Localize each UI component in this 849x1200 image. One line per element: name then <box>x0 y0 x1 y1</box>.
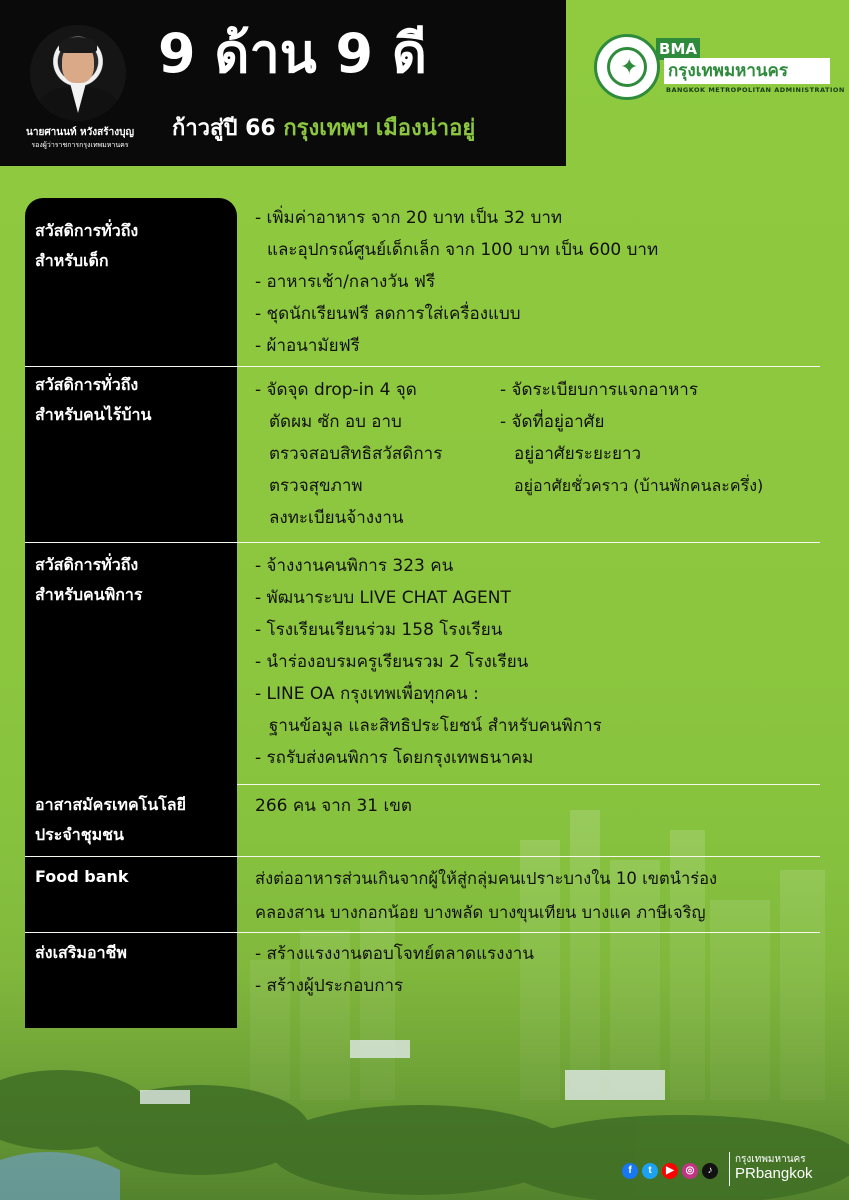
list-item: - จัดที่อยู่อาศัย <box>500 412 605 432</box>
list-item: ตรวจสุขภาพ <box>269 476 363 496</box>
list-item: - ผ้าอนามัยฟรี <box>255 336 360 356</box>
subtitle-accent: กรุงเทพฯ เมืองน่าอยู่ <box>283 116 476 141</box>
list-item: - รถรับส่งคนพิการ โดยกรุงเทพธนาคม <box>255 748 534 768</box>
row-label: สวัสดิการทั่วถึง สำหรับคนไร้บ้าน <box>35 375 152 424</box>
list-item: - พัฒนาระบบ LIVE CHAT AGENT <box>255 588 511 608</box>
list-item: - นำร่องอบรมครูเรียนรวม 2 โรงเรียน <box>255 652 529 672</box>
row-items <box>255 938 825 1002</box>
list-item: - โรงเรียนเรียนร่วม 158 โรงเรียน <box>255 620 503 640</box>
instagram-icon[interactable]: ◎ <box>682 1163 698 1179</box>
divider <box>25 932 820 933</box>
facebook-icon[interactable]: f <box>622 1163 638 1179</box>
list-item: ลงทะเบียนจ้างงาน <box>269 508 404 528</box>
list-item: 266 คน จาก 31 เขต <box>255 796 412 816</box>
person-name: นายศานนท์ หวังสร้างบุญ <box>26 127 134 138</box>
row-items <box>255 862 825 930</box>
row-items-col2 <box>500 374 830 502</box>
social-icons <box>622 1158 722 1178</box>
footer-handle: PRbangkok <box>735 1165 813 1182</box>
divider <box>25 366 820 367</box>
bma-emblem-icon: ✦ <box>594 34 660 100</box>
person-role: รองผู้ว่าราชการกรุงเทพมหานคร <box>31 141 129 149</box>
list-item: ฐานข้อมูล และสิทธิประโยชน์ สำหรับคนพิการ <box>269 716 602 736</box>
divider <box>25 542 820 543</box>
list-item: - จ้างงานคนพิการ 323 คน <box>255 556 454 576</box>
list-item: อยู่อาศัยระยะยาว <box>514 444 642 464</box>
bma-logo <box>594 36 845 98</box>
list-item: อยู่อาศัยชั่วคราว (บ้านพักคนละครึ่ง) <box>514 476 764 495</box>
divider <box>237 784 820 785</box>
list-item: และอุปกรณ์ศูนย์เด็กเล็ก จาก 100 บาท เป็น 600 บาท <box>267 240 659 260</box>
row-items <box>255 202 825 362</box>
logo-english: BANGKOK METROPOLITAN ADMINISTRATION <box>666 86 845 94</box>
list-item: - อาหารเช้า/กลางวัน ฟรี <box>255 272 436 292</box>
footer-org: กรุงเทพมหานคร <box>735 1154 806 1165</box>
list-item: - LINE OA กรุงเทพเพื่อทุกคน : <box>255 684 479 704</box>
list-item: คลองสาน บางกอกน้อย บางพลัด บางขุนเทียน บางแค ภาษีเจริญ <box>255 903 706 922</box>
list-item: - สร้างแรงงานตอบโจทย์ตลาดแรงงาน <box>255 944 534 964</box>
row-items <box>255 550 825 774</box>
list-item: ตัดผม ซัก อบ อาบ <box>269 412 402 432</box>
list-item: - สร้างผู้ประกอบการ <box>255 976 404 996</box>
row-label: ส่งเสริมอาชีพ <box>35 943 127 962</box>
row-label: อาสาสมัครเทคโนโลยี ประจำชุมชน <box>35 795 186 844</box>
avatar <box>30 25 126 121</box>
youtube-icon[interactable]: ▶ <box>662 1163 678 1179</box>
list-item: - เพิ่มค่าอาหาร จาก 20 บาท เป็น 32 บาท <box>255 208 563 228</box>
page-subtitle <box>172 110 562 145</box>
row-label: Food bank <box>35 867 129 886</box>
row-label: สวัสดิการทั่วถึง สำหรับเด็ก <box>35 221 139 270</box>
divider <box>25 856 820 857</box>
twitter-icon[interactable]: t <box>642 1163 658 1179</box>
list-item: - จัดระเบียบการแจกอาหาร <box>500 380 698 400</box>
row-items <box>255 790 825 822</box>
header-banner <box>0 0 566 166</box>
footer-divider <box>729 1152 730 1186</box>
list-item: ตรวจสอบสิทธิสวัสดิการ <box>269 444 443 464</box>
row-label: สวัสดิการทั่วถึง สำหรับคนพิการ <box>35 555 143 604</box>
category-column <box>25 198 237 1028</box>
logo-thai: กรุงเทพมหานคร <box>664 58 830 84</box>
page-title: 9 ด้าน 9 ดี <box>158 22 427 85</box>
list-item: - จัดจุด drop-in 4 จุด <box>255 380 417 400</box>
subtitle-prefix: ก้าวสู่ปี 66 <box>172 116 284 141</box>
tiktok-icon[interactable]: ♪ <box>702 1163 718 1179</box>
list-item: - ชุดนักเรียนฟรี ลดการใส่เครื่องแบบ <box>255 304 521 324</box>
logo-abbr: BMA <box>656 38 700 60</box>
list-item: ส่งต่ออาหารส่วนเกินจากผู้ให้สู่กลุ่มคนเปราะบางใน 10 เขตนำร่อง <box>255 869 718 888</box>
